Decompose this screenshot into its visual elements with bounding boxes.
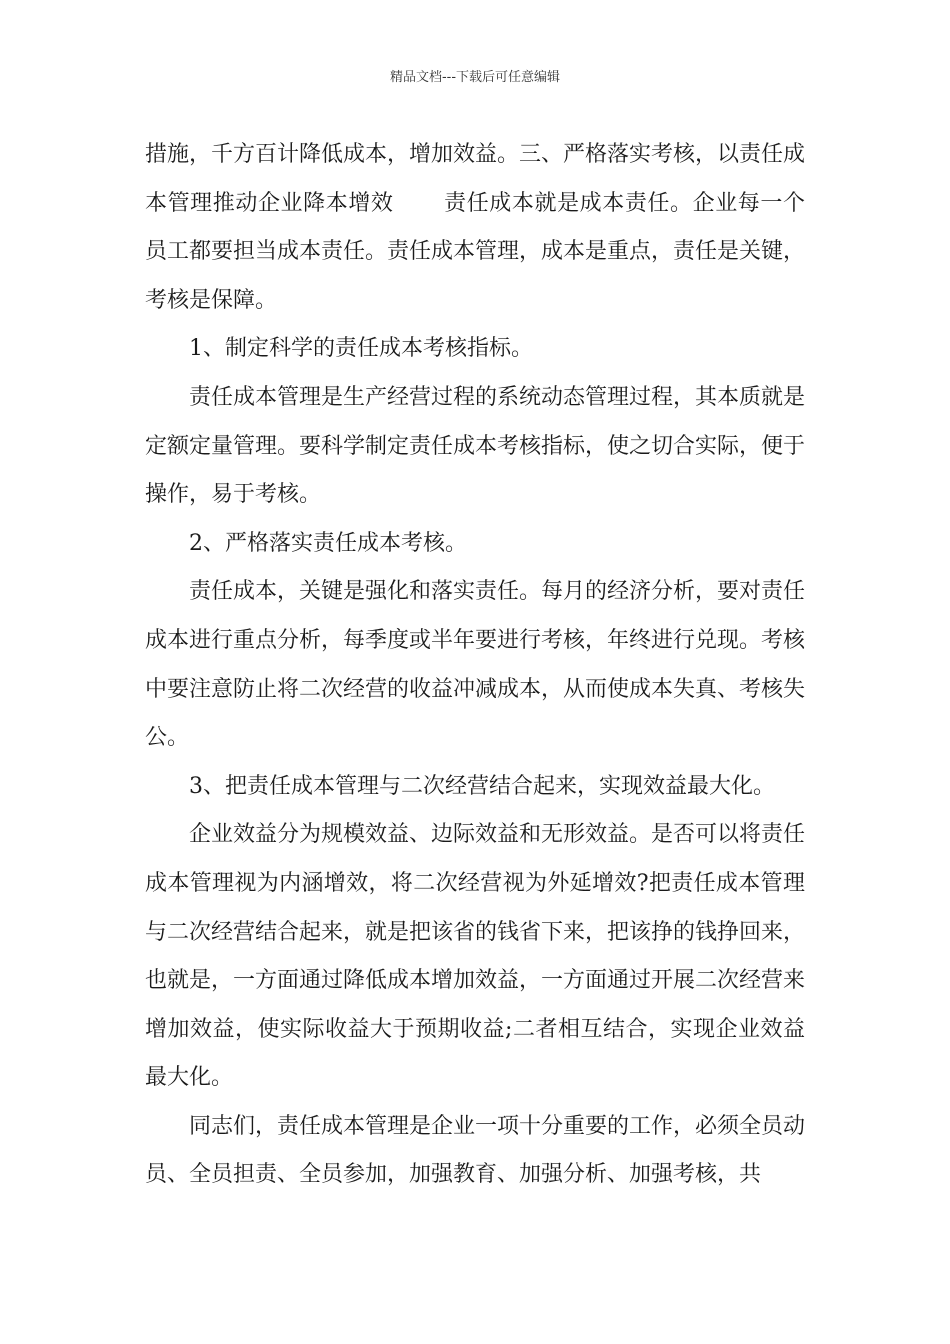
subheading-2: 2、严格落实责任成本考核。 (189, 530, 467, 556)
paragraph: 同志们，责任成本管理是企业一项十分重要的工作，必须全员动员、全员担责、全员参加，加强教育、加强分析、加强考核，共 (145, 1113, 806, 1188)
paragraph-continuation (145, 131, 805, 325)
page-header: 精品文档---下载后可任意编辑 (389, 70, 561, 85)
paragraph-continuation-text-2: 责任成本就是成本责任。企业每一个员工都要担当成本责任。责任成本管理，成本是重点，责任是关键，考核是保障。 (145, 190, 806, 313)
paragraph: 责任成本，关键是强化和落实责任。每月的经济分析，要对责任成本进行重点分析，每季度或半年要进行考核，年终进行兑现。考核中要注意防止将二次经营的收益冲减成本，从而使成本失真、考核失公。 (145, 579, 806, 751)
subheading-3: 3、把责任成本管理与二次经营结合起来，实现效益最大化。 (189, 773, 775, 799)
paragraph: 企业效益分为规模效益、边际效益和无形效益。是否可以将责任成本管理视为内涵增效，将二次经营视为外延增效?把责任成本管理与二次经营结合起来，就是把该省的钱省下来，把该挣的钱挣回来，也就是，一方面通过降低成本增加效益，一方面通过开展二次经营来增加效益，使实际收益大于预期收益;二者相互结合，实现企业效益最大化。 (145, 822, 806, 1091)
document-body (145, 131, 805, 1200)
subheading-1: 1、制定科学的责任成本考核指标。 (189, 336, 533, 362)
paragraph: 责任成本管理是生产经营过程的系统动态管理过程，其本质就是定额定量管理。要科学制定责任成本考核指标，使之切合实际，便于操作，易于考核。 (145, 384, 806, 508)
paragraph-continuation-text: 措施，千方百计降低成本，增加效益。三、严格落实考核，以责任成本管理推动企业降本增效 (145, 142, 806, 216)
